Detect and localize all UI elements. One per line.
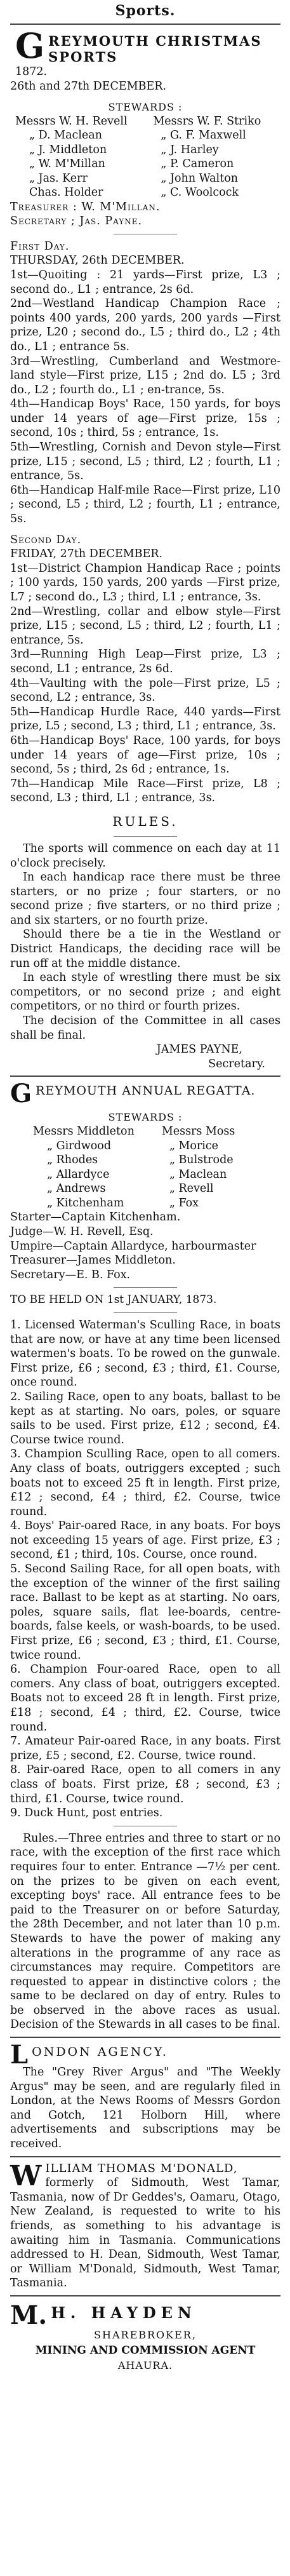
divider: [10, 24, 280, 25]
sports-year: 1872.: [15, 65, 48, 79]
rule-paragraph: Should there be a tie in the Westland or District Handicaps, the deciding race will be run off at the middle distance.: [10, 928, 280, 970]
event-item: 3rd—Wrestling, Cumberland and Westmore-land style—First prize, L15 ; 2nd do. L5 ; 3rd do., L2 ; fourth do., L1 ; en-trance, 5s.: [10, 354, 280, 396]
stewards-list: [10, 114, 280, 200]
steward-name: Messrs Moss: [161, 1125, 235, 1138]
regatta-event: 5. Second Sailing Race, for all open boats, with the exception of the winner of the first sailing race. Ballast to be kept as at starting. No oars, poles, square sails, flat lee-boards, centre-boards, false keels, or wash-boards, to be used. First prize, £6 ; second, £3 ; third, £1. Course, twice round.: [10, 1563, 280, 1662]
london-body: The "Grey River Argus" and "The Weekly Argus" may be seen, and are regularly filed in London, at the News Rooms of Messrs Gordon and Gotch, 121 Holborn Hill, where advertisements and subscriptions may be received.: [10, 2066, 280, 2151]
event-item: 2nd—Wrestling, collar and elbow style—First prize, L15 ; second, L5 ; third, L2 ; fourth, L1 ; entrance, 5s.: [10, 605, 280, 647]
divider: [10, 1076, 280, 1077]
mdonald-body: formerly of Sidmouth, West Tamar, Tasmania, now of Dr Geddes's, Oamaru, Otago, New Zealand, is requested to write to his friends, as something to his advantage is awaiting him in Tasmania. Communications addressed to H. Dean, Sidmouth, West Tamar, or William M'Donald, Sidmouth, West Tamar, Tasmania.: [10, 2176, 280, 2290]
regatta-title-text: REYMOUTH ANNUAL REGATTA.: [36, 1084, 256, 1098]
steward-name: „ Bulstrode: [169, 1154, 234, 1167]
regatta-title: [10, 1079, 280, 1109]
event-item: 2nd—Westland Handicap Champion Race ; points 400 yards, 200 yards, 200 yards —First prize, L20 ; second do., L5 ; third do., L2 ; 4th do., L1 ; entrance 5s.: [10, 297, 280, 353]
steward-name: „ Rhodes: [47, 1154, 98, 1167]
hayden-notice: [10, 2300, 280, 2330]
sports-title: [10, 25, 280, 79]
event-item: 6th—Handicap Half-mile Race—First prize, L10 ; second, L5 ; third, L2 ; fourth, L1 ; entrance, 5s.: [10, 483, 280, 526]
hayden-line: SHAREBROKER,: [94, 2328, 197, 2341]
steward-name: „ Allardyce: [47, 1168, 110, 1181]
dropcap-letter: G: [15, 25, 45, 67]
steward-name: „ Revell: [169, 1182, 214, 1196]
section-heading: Sports.: [115, 3, 176, 19]
regatta-event: 2. Sailing Race, open to any boats, ballast to be kept as at starting. No oars, poles, or square sails to be used. First prize, £12 ; second, £4. Course twice round.: [10, 1390, 280, 1446]
event-item: 1st—District Champion Handicap Race ; points ; 100 yards, 150 yards, 200 yards —First prize, L7 ; second do., L3 ; third, L1 ; entrance, 3s.: [10, 562, 280, 604]
dropcap-letter: M.: [10, 2300, 48, 2330]
divider: [114, 1287, 177, 1288]
steward-name: „ G. F. Maxwell: [161, 129, 246, 142]
sports-title-text: REYMOUTH CHRISTMAS SPORTS: [48, 33, 262, 65]
steward-name: „ J. Middleton: [29, 143, 107, 156]
event-item: 7th—Handicap Mile Race—First prize, L8 ; second, L3 ; third, L1 ; entrance, 3s.: [10, 777, 280, 805]
sports-dates: 26th and 27th DECEMBER.: [10, 79, 166, 93]
event-item: 3rd—Running High Leap—First prize, L3 ; second, L1 ; entrance, 2s 6d.: [10, 648, 280, 675]
regatta-event: 4. Boys' Pair-oared Race, in any boats. For boys not exceeding 15 years of age. First prize, £3 ; second, £1 ; third, 10s. Course, once round.: [10, 1520, 280, 1561]
rule-paragraph: In each style of wrestling there must be six competitors, or no second prize ; and eight competitors, or no third or fourth prizes.: [10, 971, 280, 1013]
steward-name: „ C. Woolcock: [161, 186, 239, 199]
day-heading: First Day.: [10, 239, 70, 253]
steward-name: Messrs W. H. Revell: [15, 114, 128, 128]
divider: [114, 1312, 177, 1313]
secretary: Secretary ; Jas. Payne.: [10, 215, 143, 228]
treasurer: Treasurer : W. M'Millan.: [10, 200, 161, 213]
steward-name: „ J. Harley: [161, 143, 219, 156]
regatta-event: 6. Champion Four-oared Race, open to all comers. Any class of boat, outriggers excepted. Boats not to exceed 28 ft in length. First prize, £18 ; second, £4 ; third, £2. Course, twice round.: [10, 1663, 280, 1734]
stewards-list: [10, 1124, 280, 1210]
event-list: [10, 562, 280, 806]
steward-name: „ Fox: [169, 1196, 199, 1210]
event-item: 1st—Quoiting : 21 yards—First prize, L3 ; second do., L1 ; entrance, 2s 6d.: [10, 268, 280, 296]
regatta-event: 7. Amateur Pair-oared Race, in any boats. First prize, £5 ; second, £2. Course, twice round.: [10, 1735, 280, 1762]
steward-name: „ D. Maclean: [29, 129, 102, 142]
steward-name: Messrs Middleton: [33, 1125, 135, 1138]
steward-name: Chas. Holder: [29, 186, 103, 199]
london-agency-title: [10, 2040, 280, 2070]
steward-name: „ Andrews: [47, 1182, 106, 1196]
steward-name: Messrs W. F. Striko: [153, 114, 261, 128]
judge: Judge—W. H. Revell, Esq.: [10, 1225, 154, 1239]
event-item: 4th—Vaulting with the pole—First prize, L5 ; second, L2 ; entrance, 3s.: [10, 677, 280, 705]
regatta-event: 1. Licensed Waterman's Sculling Race, in boats that are now, or have at any time been licensed watermen's boats. To be rowed on the gunwale. First prize, £6 ; second, £3 ; third, £1. Course, once round.: [10, 1318, 280, 1389]
divider: [114, 836, 177, 837]
steward-name: „ W. M'Millan: [29, 158, 105, 171]
rule-paragraph: The sports will commence on each day at 11 o'clock precisely.: [10, 842, 280, 870]
mdonald-notice: [10, 2159, 280, 2291]
secretary: Secretary—E. B. Fox.: [10, 1268, 131, 1281]
hayden-title: H. HAYDEN: [51, 2303, 197, 2322]
dropcap-letter: G: [10, 1079, 32, 1109]
mdonald-title: ILLIAM THOMAS M'DONALD,: [45, 2161, 238, 2175]
day-heading: Second Day.: [10, 533, 82, 546]
stewards-heading: STEWARDS :: [108, 1111, 183, 1124]
treasurer: Treasurer—James Middleton.: [10, 1254, 176, 1267]
hayden-line: MINING AND COMMISSION AGENT: [35, 2343, 256, 2357]
rule-paragraph: The decision of the Committee in all cases shall be final.: [10, 1015, 280, 1042]
day-date: FRIDAY, 27th DECEMBER.: [10, 548, 163, 561]
steward-name: „ John Walton: [161, 172, 238, 185]
rule-paragraph: In each handicap race there must be three starters, or no prize ; four starters, or no second prize ; five starters, or no third prize ; and six starters, or no fourth prize.: [10, 871, 280, 927]
divider: [10, 2156, 280, 2157]
dropcap-letter: W: [10, 2159, 42, 2192]
signature-title: Secretary.: [208, 1057, 265, 1070]
event-item: 6th—Handicap Boys' Race, 100 yards, for boys under 14 years of age—First prize, 10s ; second, 5s ; third, 2s 6d ; entrance, 1s.: [10, 734, 280, 776]
day-date: THURSDAY, 26th DECEMBER.: [10, 254, 185, 267]
event-item: 5th—Wrestling, Cornish and Devon style—First prize, L15 ; second, L5 ; third, L2 ; fourth, L1 ; entrance, 5s.: [10, 441, 280, 483]
regatta-event: 8. Pair-oared Race, open to all comers in any class of boats. First prize, £8 ; second, £3 ; third, £1. Course, twice round.: [10, 1763, 280, 1805]
divider: [10, 2037, 280, 2038]
hayden-line: AHAURA.: [117, 2359, 173, 2371]
event-item: 5th—Handicap Hurdle Race, 440 yards—First prize, L5 ; second, L3 ; third, L1 ; entrance, 3s.: [10, 705, 280, 733]
umpire: Umpire—Captain Allardyce, harbourmaster: [10, 1239, 256, 1253]
steward-name: „ Morice: [169, 1139, 219, 1152]
regatta-event-list: [10, 1318, 280, 1821]
regatta-rules: Rules.—Three entries and three to start or no race, with the exception of the first race which requires four to enter. Entrance —7½ per cent. on the prizes to be given on each event, excepting boys' race. All entrance fees to be paid to the Treasurer on or before Saturday, the 28th December, and not later than 10 p.m. Stewards to have the power of making any alterations in the programme of any race as circumstances may require. Competitors are requested to appear in distinctive colors ; the same to be declared on day of entry. Rules to be observed in the above races as usual. Decision of the Stewards in all cases to be final.: [10, 1831, 280, 2032]
steward-name: „ Girdwood: [47, 1139, 112, 1152]
regatta-event: 9. Duck Hunt, post entries.: [10, 1807, 163, 1820]
steward-name: „ Jas. Kerr: [29, 172, 88, 185]
stewards-heading: STEWARDS :: [108, 100, 183, 113]
signature-name: JAMES PAYNE,: [156, 1043, 242, 1056]
steward-name: „ Kitchenham: [47, 1196, 124, 1210]
london-title-text: ONDON AGENCY.: [32, 2045, 168, 2060]
starter: Starter—Captain Kitchenham.: [10, 1211, 181, 1224]
event-item: 4th—Handicap Boys' Race, 150 yards, for boys under 14 years of age—First prize, 15s ; second, 10s ; third, 5s ; entrance, 1s.: [10, 398, 280, 440]
held-on: TO BE HELD ON 1st JANUARY, 1873.: [10, 1293, 217, 1307]
steward-name: „ Maclean: [169, 1168, 227, 1181]
rules-list: [10, 842, 280, 1042]
dropcap-letter: L: [10, 2040, 29, 2070]
regatta-event: 3. Champion Sculling Race, open to all comers. Any class of boats, outriggers excepted ; such boats not to exceed 25 ft in length. First prize, £12 ; second, £4 ; third, £2. Course, twice round.: [10, 1448, 280, 1518]
rules-heading: RULES.: [112, 813, 178, 829]
event-list: [10, 268, 280, 527]
steward-name: „ P. Cameron: [161, 158, 234, 171]
divider: [10, 2295, 280, 2296]
newspaper-column: [10, 0, 280, 2576]
